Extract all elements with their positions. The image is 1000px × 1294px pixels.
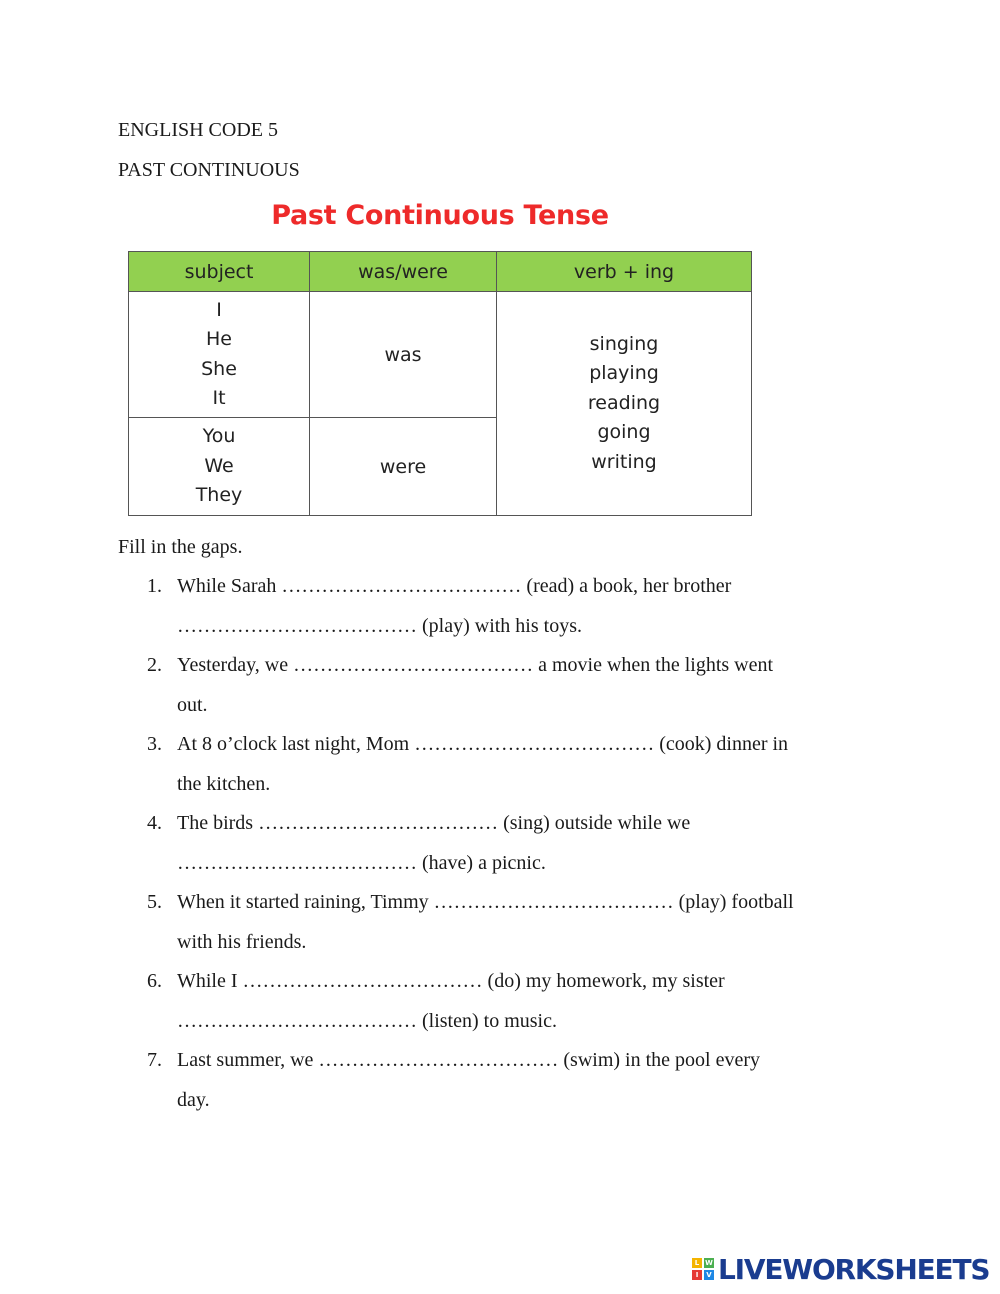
verb-going: going	[597, 421, 651, 444]
exercise-line: While I ……………………………… (do) my homework, my sister	[177, 970, 725, 992]
subject-he: He	[206, 328, 232, 350]
exercise-line: ……………………………… (listen) to music.	[177, 1009, 557, 1032]
aux-was: was	[310, 292, 497, 418]
logo-tile: V	[704, 1270, 714, 1280]
logo-tile: L	[692, 1258, 702, 1268]
exercise-line: ……………………………… (have) a picnic.	[177, 851, 546, 874]
exercise-line: Last summer, we ……………………………… (swim) in the pool every	[177, 1049, 761, 1071]
logo-wordmark: LIVEWORKSHEETS	[718, 1252, 990, 1286]
exercise-item	[118, 725, 898, 804]
worksheet-topic: PAST CONTINUOUS	[118, 159, 300, 181]
worksheet-code: ENGLISH CODE 5	[118, 119, 278, 141]
exercise-line: When it started raining, Timmy ……………………………… (play) football	[177, 891, 794, 913]
header-auxiliary: was/were	[310, 252, 497, 292]
verb-writing: writing	[591, 450, 657, 473]
verb-reading: reading	[587, 391, 661, 414]
exercise-number: 3.	[147, 733, 162, 755]
liveworksheets-logo[interactable]	[692, 1252, 989, 1286]
exercise-item	[118, 883, 898, 962]
exercise-number: 4.	[147, 812, 162, 834]
exercise-number: 5.	[147, 891, 162, 913]
exercise-number: 7.	[147, 1049, 162, 1071]
exercise-number: 1.	[147, 575, 162, 597]
exercise-line: the kitchen.	[177, 772, 271, 795]
exercise-item	[118, 962, 898, 1041]
exercise-item	[118, 567, 898, 646]
aux-were: were	[310, 418, 497, 516]
logo-tile: W	[705, 1259, 713, 1267]
subject-they: They	[195, 484, 243, 507]
instructions: Fill in the gaps.	[118, 536, 243, 558]
verb-playing: playing	[589, 362, 659, 385]
subject-we: We	[204, 454, 234, 477]
exercise-line: ……………………………… (play) with his toys.	[177, 614, 582, 637]
subjects-singular	[129, 292, 310, 418]
exercise-item	[118, 646, 898, 725]
logo-icon	[692, 1258, 714, 1280]
subject-i: I	[216, 298, 222, 321]
header-verb-ing: verb + ing	[497, 252, 752, 292]
exercise-number: 2.	[147, 654, 162, 676]
exercise-line: The birds ……………………………… (sing) outside while we	[177, 812, 691, 834]
exercise-line: day.	[177, 1088, 210, 1111]
exercise-line: with his friends.	[177, 930, 307, 953]
exercise-list	[118, 567, 898, 1120]
exercise-number: 6.	[147, 970, 162, 992]
verb-list	[497, 292, 752, 516]
exercise-item	[118, 804, 898, 883]
exercise-item	[118, 1041, 898, 1120]
exercise-line: out.	[177, 693, 208, 716]
grammar-table-title: Past Continuous Tense	[271, 200, 609, 231]
verb-singing: singing	[589, 332, 659, 355]
logo-tile: I	[692, 1270, 702, 1280]
grammar-table	[128, 251, 752, 516]
subjects-plural	[129, 418, 310, 516]
exercise-line: While Sarah ……………………………… (read) a book, her brother	[177, 575, 732, 597]
exercise-line: At 8 o’clock last night, Mom ……………………………… (cook) dinner in	[177, 733, 789, 755]
exercise-line: Yesterday, we ……………………………… a movie when the lights went	[177, 654, 774, 676]
subject-she: She	[201, 357, 237, 380]
subject-you: You	[202, 425, 236, 448]
subject-it: It	[212, 387, 226, 409]
header-subject: subject	[129, 252, 310, 292]
